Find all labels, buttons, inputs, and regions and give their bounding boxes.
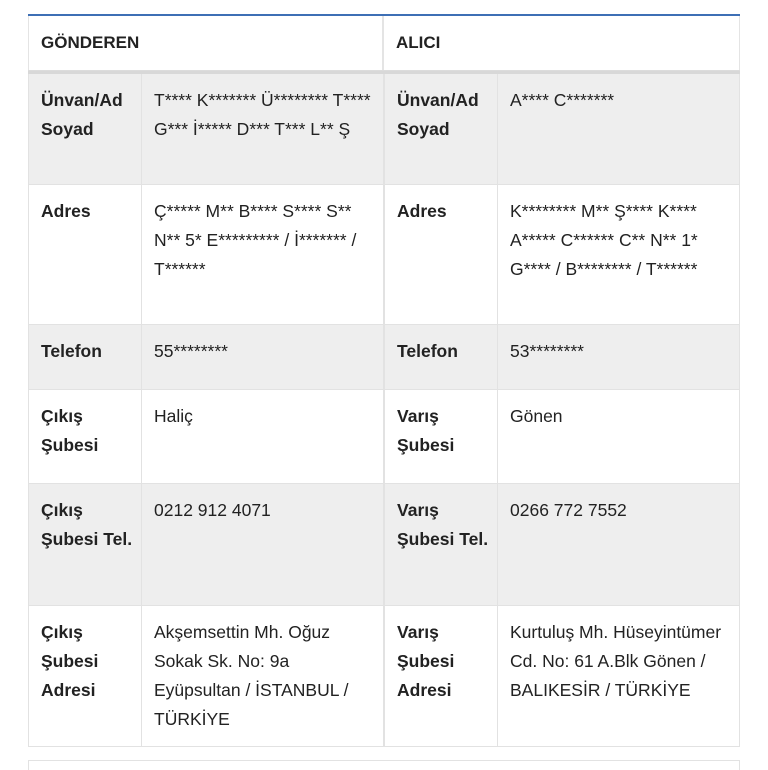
arrival-branch-label: Varış Şubesi bbox=[384, 390, 498, 483]
arrival-branch-address-value: Kurtuluş Mh. Hüseyintümer Cd. No: 61 A.Blk Gönen / BALIKESİR / TÜRKİYE bbox=[498, 606, 740, 746]
sender-phone-value: 55******** bbox=[142, 325, 384, 389]
table-row bbox=[28, 390, 740, 484]
departure-branch-phone-value: 0212 912 4071 bbox=[142, 484, 384, 605]
shipment-details-table bbox=[28, 16, 740, 747]
receiver-header: ALICI bbox=[384, 16, 740, 70]
table-row bbox=[28, 606, 740, 747]
header-shadow bbox=[28, 71, 740, 74]
arrival-branch-value: Gönen bbox=[498, 390, 740, 483]
departure-branch-phone-label: Çıkış Şubesi Tel. bbox=[28, 484, 142, 605]
next-card-edge bbox=[28, 760, 740, 770]
sender-name-value: T**** K******* Ü******** T**** G*** İ***** D*** T*** L** Ş bbox=[142, 74, 384, 184]
arrival-branch-phone-value: 0266 772 7552 bbox=[498, 484, 740, 605]
table-row bbox=[28, 325, 740, 390]
departure-branch-address-label: Çıkış Şubesi Adresi bbox=[28, 606, 142, 746]
departure-branch-value: Haliç bbox=[142, 390, 384, 483]
receiver-name-label: Ünvan/Ad Soyad bbox=[384, 74, 498, 184]
sender-address-label: Adres bbox=[28, 185, 142, 324]
arrival-branch-address-label: Varış Şubesi Adresi bbox=[384, 606, 498, 746]
departure-branch-label: Çıkış Şubesi bbox=[28, 390, 142, 483]
receiver-address-label: Adres bbox=[384, 185, 498, 324]
departure-branch-address-value: Akşemsettin Mh. Oğuz Sokak Sk. No: 9a Eyüpsultan / İSTANBUL / TÜRKİYE bbox=[142, 606, 384, 746]
receiver-name-value: A**** C******* bbox=[498, 74, 740, 184]
table-row bbox=[28, 185, 740, 325]
table-row bbox=[28, 74, 740, 185]
receiver-address-value: K******** M** Ş**** K**** A***** C****** C** N** 1* G**** / B******** / T****** bbox=[498, 185, 740, 324]
table-row bbox=[28, 484, 740, 606]
sender-address-value: Ç***** M** B**** S**** S** N** 5* E********* / İ******* / T****** bbox=[142, 185, 384, 324]
receiver-phone-value: 53******** bbox=[498, 325, 740, 389]
sender-name-label: Ünvan/Ad Soyad bbox=[28, 74, 142, 184]
table-header bbox=[28, 16, 740, 71]
sender-header: GÖNDEREN bbox=[28, 16, 384, 70]
receiver-phone-label: Telefon bbox=[384, 325, 498, 389]
sender-phone-label: Telefon bbox=[28, 325, 142, 389]
arrival-branch-phone-label: Varış Şubesi Tel. bbox=[384, 484, 498, 605]
